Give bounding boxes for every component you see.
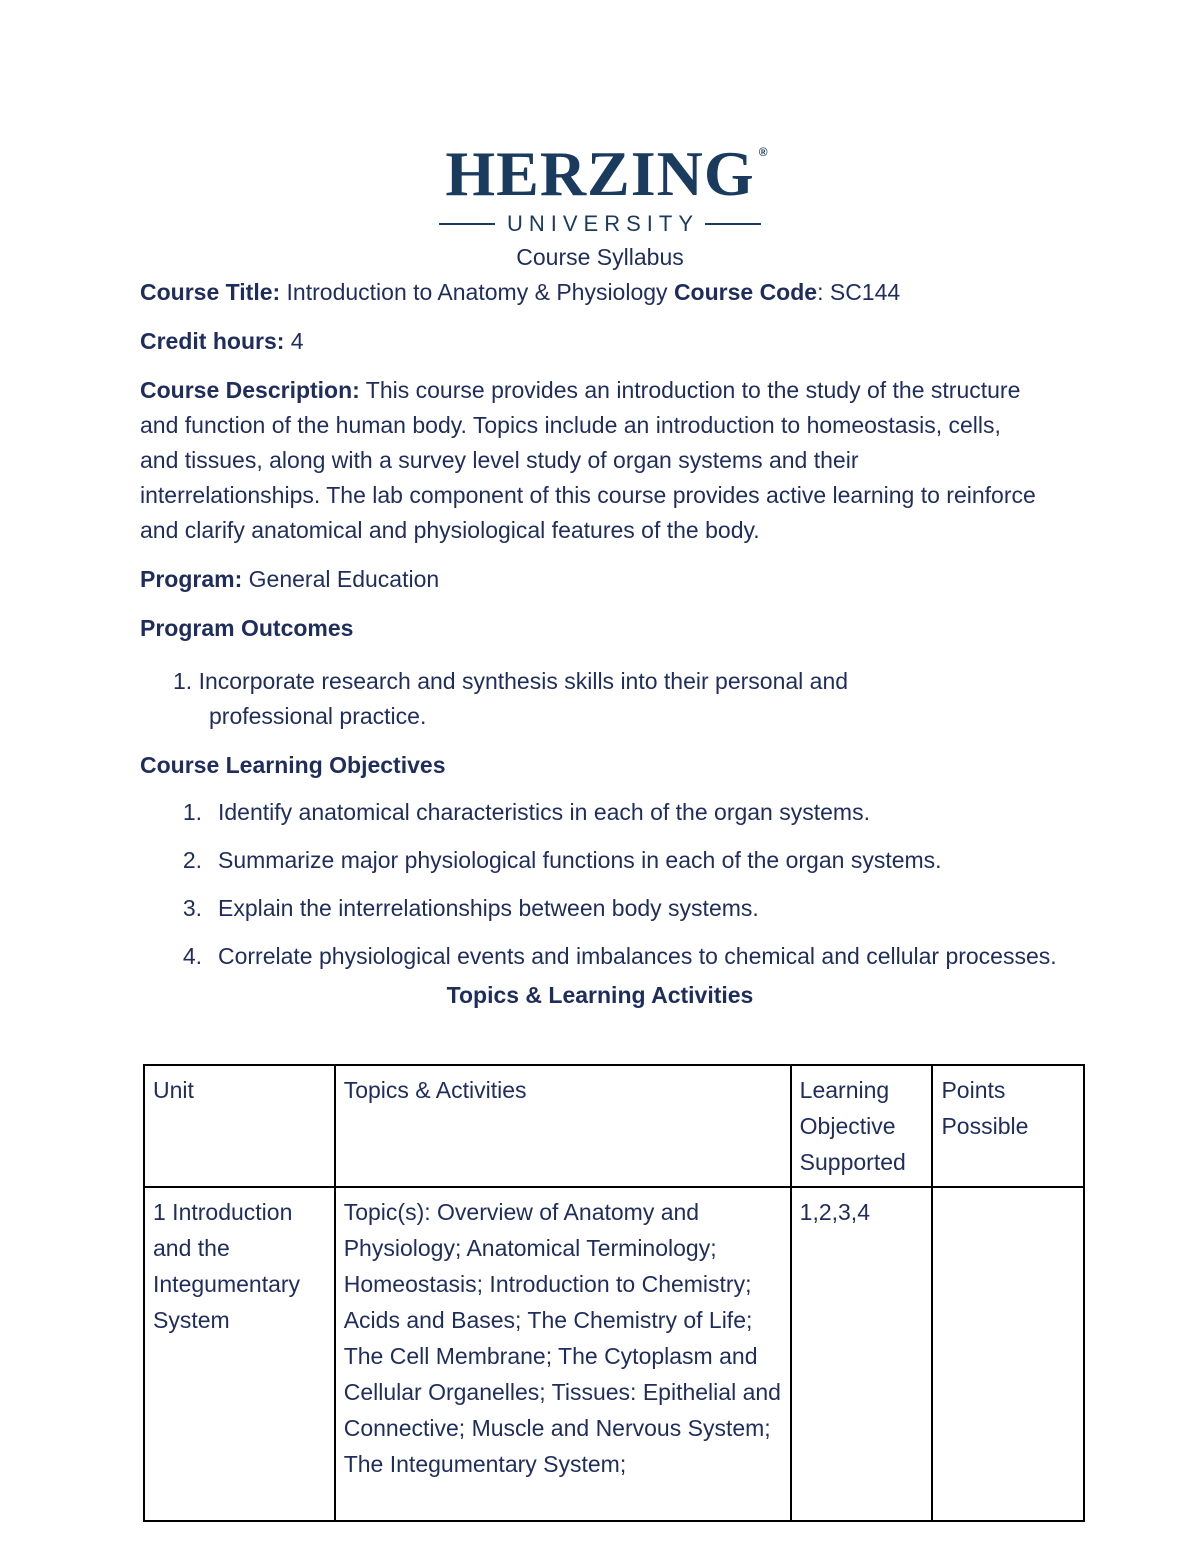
objectives-heading: Course Learning Objectives [140, 752, 446, 778]
list-item [140, 843, 1100, 878]
course-description-text: This course provides an introduction to the study of the structure and function of the human body. Topics include an introduction to homeostasis, cells, and tissues, along with a survey level study of organ systems and their interrelationships. The lab component of this course provides active learning to reinforce and clarify anatomical and physiological features of the body. [140, 377, 1036, 543]
list-item [140, 939, 1100, 974]
table-header-cell: Unit [144, 1065, 335, 1187]
program-line [140, 562, 1100, 597]
table-header-cell: Learning Objective Supported [791, 1065, 933, 1187]
list-item-text: Incorporate research and synthesis skills into their personal and [192, 668, 849, 694]
syllabus-body [140, 240, 1100, 1013]
logo-sub-text: UNIVERSITY [506, 211, 700, 236]
logo-subline [0, 210, 1200, 238]
topics-table [143, 1064, 1085, 1522]
list-item [173, 664, 1100, 699]
credit-hours-line [140, 324, 1100, 359]
course-code-value: : SC144 [817, 279, 901, 305]
course-description-label: Course Description: [140, 377, 360, 403]
credit-hours-label: Credit hours: [140, 328, 285, 354]
logo-rule-right [705, 223, 761, 225]
herzing-logo [0, 140, 1200, 238]
list-item-text: Correlate physiological events and imbalances to chemical and cellular processes. [218, 943, 1057, 969]
table-header-row [144, 1065, 1084, 1187]
table-cell-unit: 1 Introduction and the Integumentary System [144, 1187, 335, 1521]
course-description [140, 373, 1040, 548]
logo-wordmark [445, 138, 769, 209]
program-outcomes-heading: Program Outcomes [140, 615, 354, 641]
program-value: General Education [242, 566, 440, 592]
list-item-text: Identify anatomical characteristics in each of the organ systems. [218, 799, 870, 825]
list-item [140, 891, 1100, 926]
list-item-number: 1. [173, 668, 193, 694]
course-title-label: Course Title: [140, 279, 281, 305]
course-title-line [140, 275, 1100, 310]
credit-hours-value: 4 [284, 328, 304, 354]
course-title-value: Introduction to Anatomy & Physiology [280, 279, 674, 305]
course-code-label: Course Code [673, 279, 818, 305]
list-item-number: 2. [182, 847, 202, 873]
table-cell-topics: Topic(s): Overview of Anatomy and Physiology; Anatomical Terminology; Homeostasis; Introduction to Chemistry; Acids and Bases; The Chemistry of Life; The Cell Membrane; The Cytoplasm and Cellular Organelles; Tissues: Epithelial and Connective; Muscle and Nervous System; The Integumentary System; [335, 1187, 791, 1521]
program-label: Program: [140, 566, 243, 592]
table-cell-points [932, 1187, 1084, 1521]
list-item-number: 4. [182, 943, 202, 969]
table-row [144, 1187, 1084, 1521]
list-item-number: 1. [182, 799, 202, 825]
list-item-text: Explain the interrelationships between body systems. [218, 895, 759, 921]
logo-rule-left [439, 223, 495, 225]
list-item-number: 3. [182, 895, 202, 921]
document-heading: Course Syllabus [516, 244, 684, 270]
list-item [140, 795, 1100, 830]
objectives-list [140, 795, 1100, 974]
table-header-cell: Points Possible [932, 1065, 1084, 1187]
program-outcomes-list [173, 664, 1100, 734]
list-item-continuation: professional practice. [209, 703, 427, 729]
table-cell-objectives: 1,2,3,4 [791, 1187, 933, 1521]
table-title: Topics & Learning Activities [446, 982, 754, 1008]
logo-main-text: HERZING [445, 138, 755, 209]
registered-mark: ® [758, 145, 769, 159]
table-header-cell: Topics & Activities [335, 1065, 791, 1187]
list-item-text: Summarize major physiological functions in each of the organ systems. [218, 847, 942, 873]
